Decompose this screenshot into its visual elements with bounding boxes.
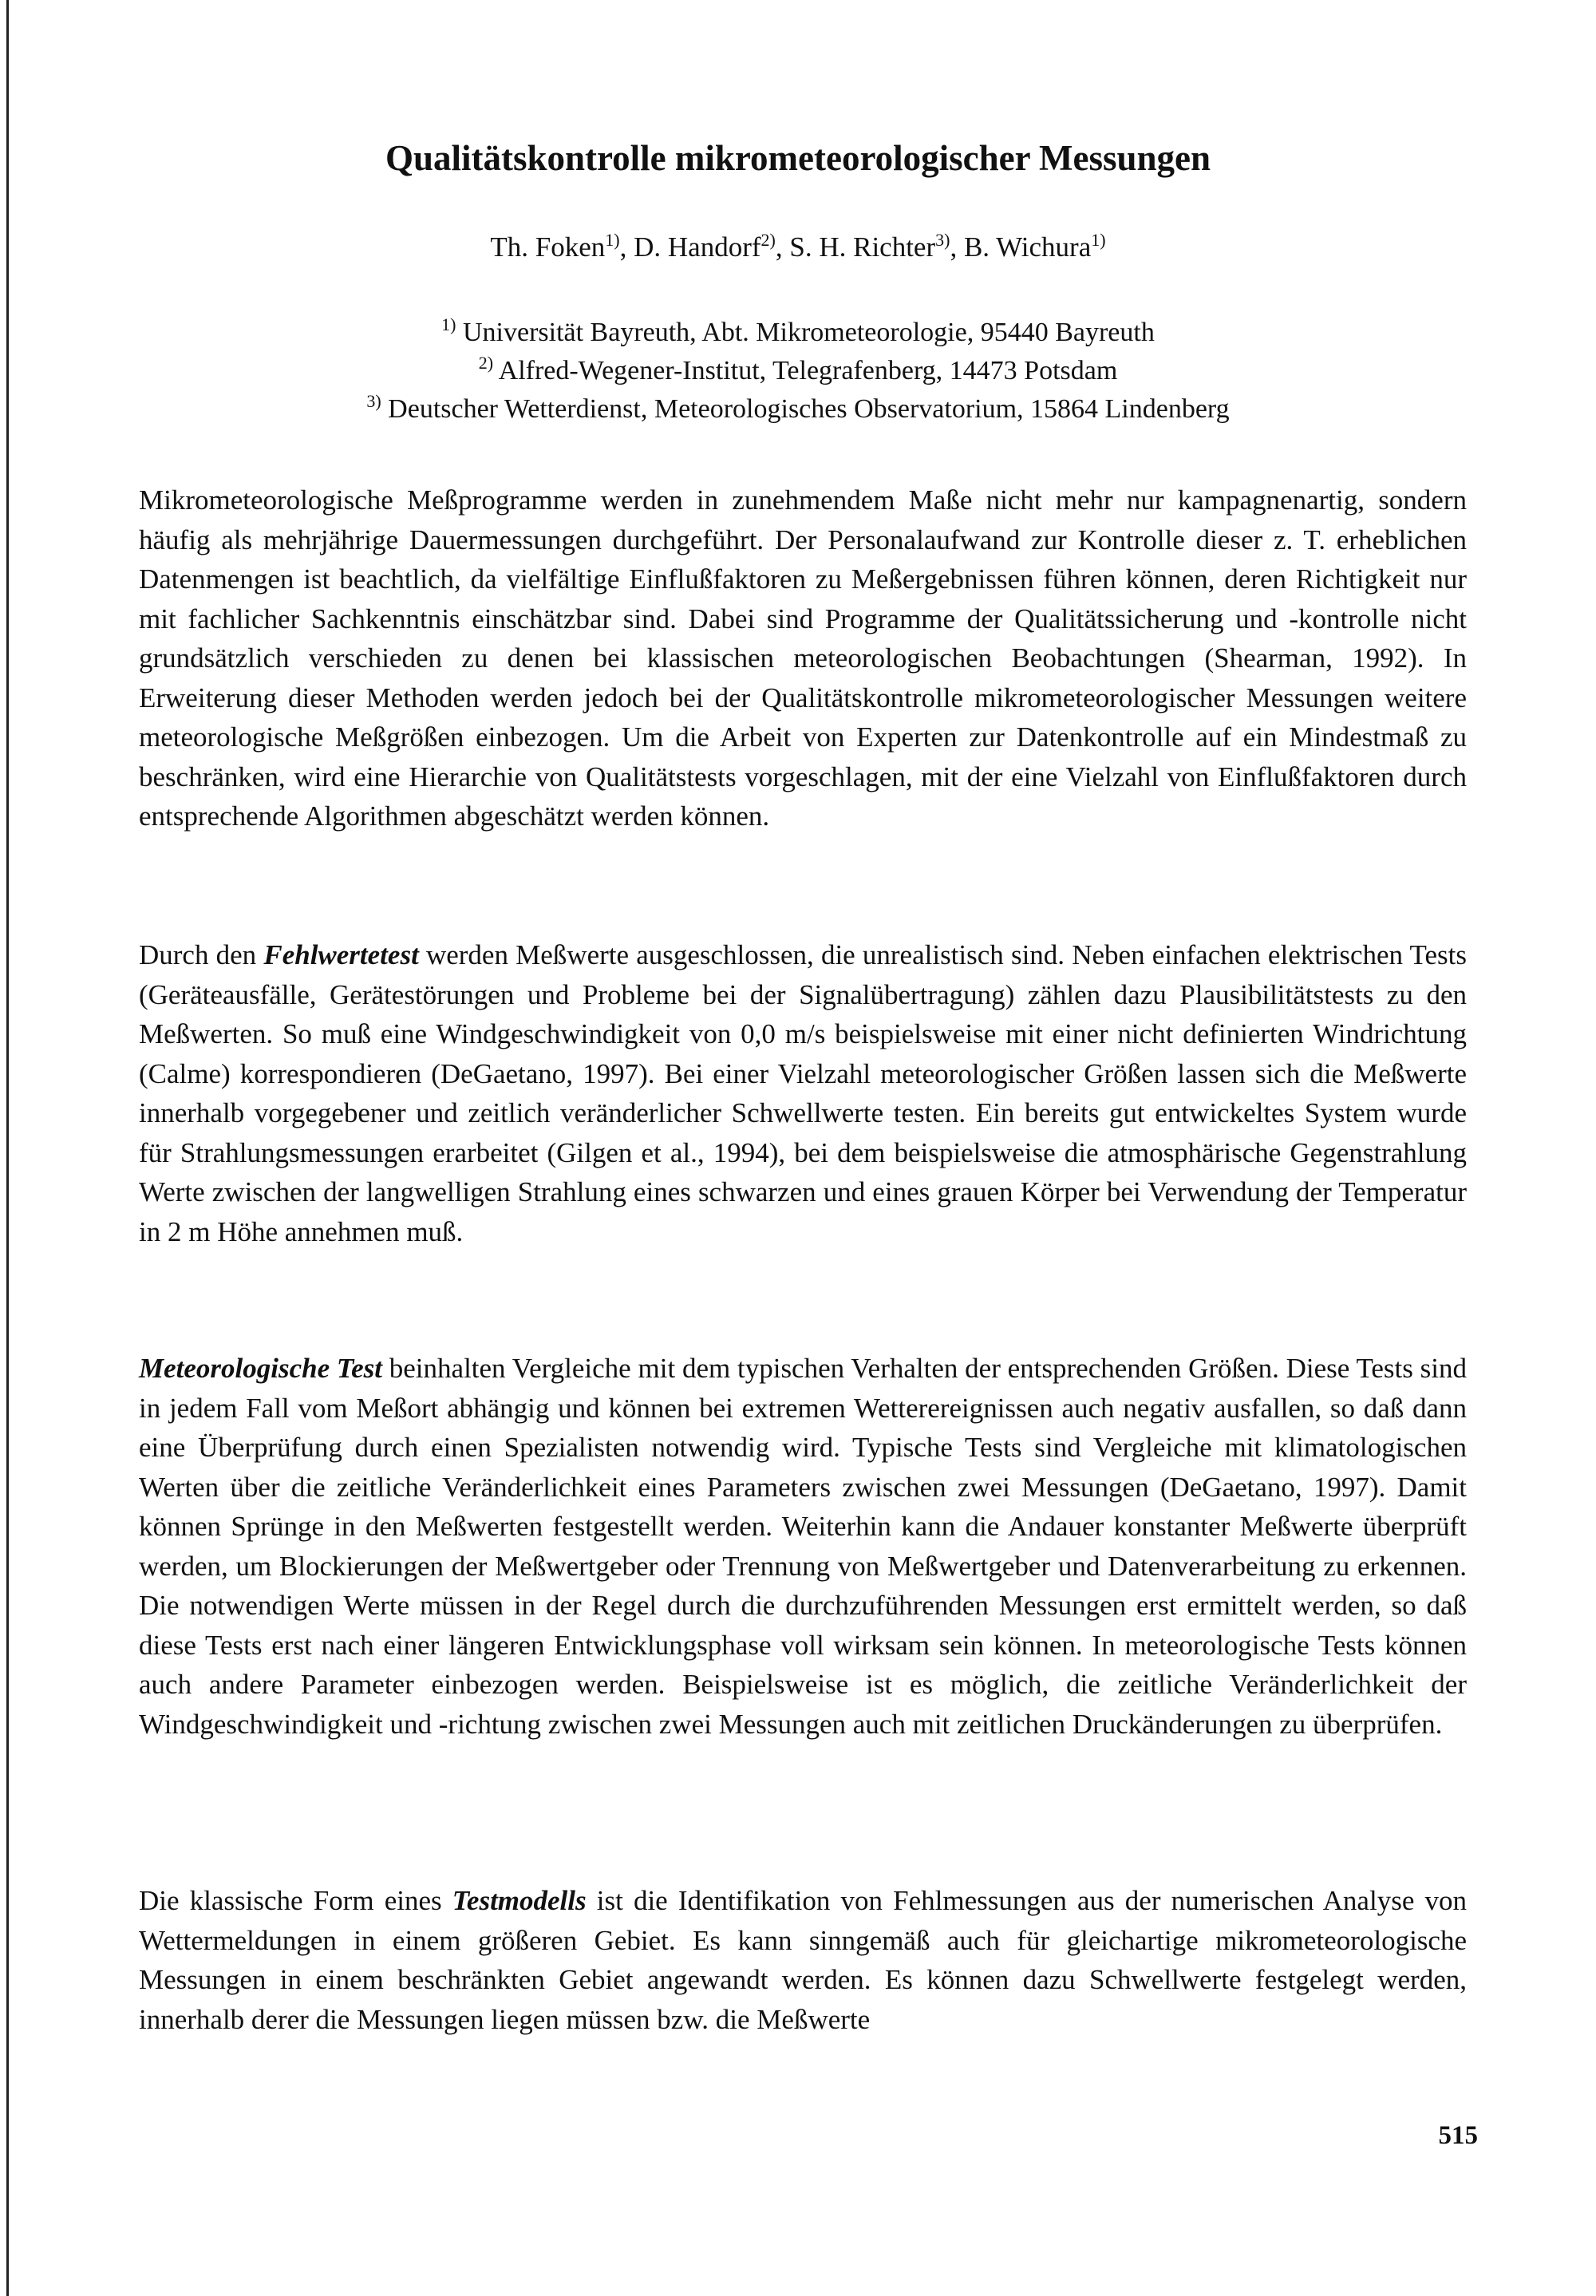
paragraph-meteorologische-test <box>139 1349 1467 1744</box>
paragraph-text: ist die Identifikation von Fehlmessungen aus der numerischen Analyse von Wettermeldungen in einem größeren Gebiet. Es kann sinngemäß auch für gleichartige mikrometeorologische Messungen in einem beschränkten Gebiet angewandt werden. Es können dazu Schwellwerte festgelegt werden, innerhalb derer die Messungen liegen müssen bzw. die Meßwerte <box>139 1885 1467 2035</box>
paragraph-text: beinhalten Vergleiche mit dem typischen Verhalten der entsprechenden Größen. Diese Tests sind in jedem Fall vom Meßort abhängig und können bei extremen Wetterereignissen auch negativ ausfallen, so daß dann eine Überprüfung durch einen Spezialisten notwendig wird. Typische Tests sind Vergleiche mit klimatologischen Werten über die zeitliche Veränderlichkeit eines Parameters zwischen zwei Messungen (DeGaetano, 1997). Damit können Sprünge in den Meßwerten festgestellt werden. Weiterhin kann die Andauer konstanter Meßwerte überprüft werden, um Blockierungen der Meßwertgeber oder Trennung von Meßwertgeber und Datenverarbeitung zu erkennen. Die notwendigen Werte müssen in der Regel durch die durchzuführenden Messungen erst ermittelt werden, so daß diese Tests erst nach einer längeren Entwicklungsphase voll wirksam sein können. In meteorologische Tests können auch andere Parameter einbezogen werden. Beispielsweise ist es möglich, die zeitliche Veränderlichkeit der Windgeschwindigkeit und -richtung zwischen zwei Messungen auch mit zeitlichen Druckänderungen zu überprüfen. <box>139 1353 1468 1740</box>
affiliation-text: Alfred-Wegener-Institut, Telegrafenberg, 14473 Potsdam <box>498 356 1118 385</box>
affiliation-text: Deutscher Wetterdienst, Meteorologisches Observatorium, 15864 Lindenberg <box>388 394 1230 424</box>
author-separator: , <box>619 231 634 263</box>
page-number: 515 <box>1438 2121 1478 2150</box>
affiliation-mark: 1) <box>441 314 456 334</box>
author-affiliation-mark: 3) <box>935 230 950 250</box>
author-affiliation-mark: 1) <box>1091 230 1106 250</box>
affiliation <box>0 314 1596 352</box>
paragraph-fehlwertetest <box>139 935 1467 1251</box>
term-meteorologische-test: Meteorologische Test <box>139 1353 382 1384</box>
author-name: Th. Foken <box>490 231 606 263</box>
affiliation-mark: 3) <box>366 391 381 411</box>
author-affiliation-mark: 2) <box>760 230 776 250</box>
paragraph-text: werden Meßwerte ausgeschlossen, die unrealistisch sind. Neben einfachen elektrischen Tests (Geräteausfälle, Gerätestörungen und Probleme bei der Signalübertragung) zählen dazu Plausibilitätstests zu den Meßwerten. So muß eine Windgeschwindigkeit von 0,0 m/s beispielsweise mit einer nicht definierten Windrichtung (Calme) korrespondieren (DeGaetano, 1997). Bei einer Vielzahl meteorologischer Größen lassen sich die Meßwerte innerhalb vorgegebener und zeitlich veränderlicher Schwellwerte testen. Ein bereits gut entwickeltes System wurde für Strahlungsmessungen erarbeitet (Gilgen et al., 1994), bei dem beispielsweise die atmosphärische Gegenstrahlung Werte zwischen der langwelligen Strahlung eines schwarzen und eines grauen Körper bei Verwendung der Temperatur in 2 m Höhe annehmen muß. <box>139 939 1467 1247</box>
affiliation-mark: 2) <box>478 353 494 373</box>
author-separator: , <box>950 231 964 263</box>
author-separator: , <box>775 231 790 263</box>
paragraph-text: Die klassische Form eines <box>139 1885 452 1916</box>
paper-title: Qualitätskontrolle mikrometeorologischer Messungen <box>385 138 1211 178</box>
affiliation-text: Universität Bayreuth, Abt. Mikrometeorologie, 95440 Bayreuth <box>462 318 1155 347</box>
author-name: S. H. Richter <box>789 231 936 263</box>
affiliation <box>0 390 1596 429</box>
affiliation <box>0 352 1596 390</box>
term-fehlwertetest: Fehlwertetest <box>263 939 419 970</box>
author-list <box>0 231 1596 263</box>
paragraph-text: Durch den <box>139 939 264 970</box>
author-name: D. Handorf <box>634 231 761 263</box>
affiliation-list <box>0 314 1596 429</box>
term-testmodell: Testmodells <box>452 1885 587 1916</box>
author-name: B. Wichura <box>963 231 1092 263</box>
author-affiliation-mark: 1) <box>605 230 620 250</box>
paragraph-introduction: Mikrometeorologische Meßprogramme werden in zunehmendem Maße nicht mehr nur kampagnenartig, sondern häufig als mehrjährige Dauermessungen durchgeführt. Der Personalaufwand zur Kontrolle dieser z. T. erheblichen Datenmengen ist beachtlich, da vielfältige Einflußfaktoren zu Meßergebnissen führen können, deren Richtigkeit nur mit fachlicher Sachkenntnis einschätzbar sind. Dabei sind Programme der Qualitätssicherung und -kontrolle nicht grundsätzlich verschieden zu denen bei klassischen meteorologischen Beobachtungen (Shearman, 1992). In Erweiterung dieser Methoden werden jedoch bei der Qualitätskontrolle mikrometeorologischer Messungen weitere meteorologische Meßgrößen einbezogen. Um die Arbeit von Experten zur Datenkontrolle auf ein Mindestmaß zu beschränken, wird eine Hierarchie von Qualitätstests vorgeschlagen, mit der eine Vielzahl von Einflußfaktoren durch entsprechende Algorithmen abgeschätzt werden können. <box>139 484 1467 832</box>
paragraph-testmodell <box>139 1881 1467 2039</box>
